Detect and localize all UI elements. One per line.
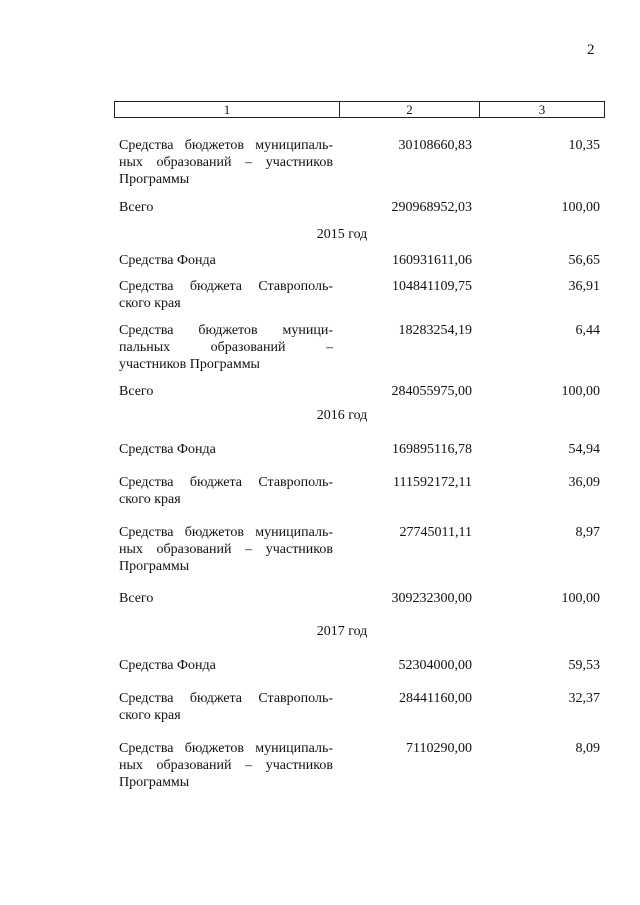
row-label	[119, 199, 333, 216]
row-amount: 28441160,00	[399, 691, 472, 706]
row-percent: 56,65	[568, 253, 600, 268]
row-percent: 100,00	[561, 200, 600, 215]
row-amount: 7110290,00	[406, 741, 472, 756]
row-amount: 18283254,19	[398, 323, 472, 338]
row-percent: 36,09	[568, 475, 600, 490]
row-label-line: Средства бюджета Ставрополь-	[119, 691, 333, 706]
row-label	[119, 690, 333, 724]
row-percent: 6,44	[575, 323, 600, 338]
row-label-line: Программы	[119, 775, 190, 790]
row-label-line: Средства бюджетов муници-	[119, 323, 333, 338]
year-heading: 2017 год	[316, 624, 368, 639]
row-amount: 30108660,83	[398, 138, 472, 153]
row-amount: 52304000,00	[398, 658, 472, 673]
row-label	[119, 524, 333, 575]
row-label-line: Средства Фонда	[119, 442, 216, 457]
row-percent: 54,94	[568, 442, 600, 457]
row-label	[119, 590, 333, 607]
row-label-line: Средства бюджета Ставрополь-	[119, 279, 333, 294]
row-label	[119, 137, 333, 188]
row-label	[119, 441, 333, 458]
row-label-line: Средства бюджетов муниципаль-	[119, 525, 333, 540]
row-label-line: Средства Фонда	[119, 253, 216, 268]
row-label-line: пальных образований –	[119, 340, 333, 355]
year-heading: 2016 год	[316, 408, 368, 423]
row-label-line: Средства бюджетов муниципаль-	[119, 138, 333, 153]
row-label-line: Средства бюджетов муниципаль-	[119, 741, 333, 756]
header-col-2: 2	[340, 102, 480, 117]
row-label	[119, 252, 333, 269]
row-percent: 32,37	[568, 691, 600, 706]
row-label-line: участников Программы	[119, 357, 260, 372]
row-amount: 284055975,00	[391, 384, 472, 399]
row-amount: 309232300,00	[391, 591, 472, 606]
row-amount: 104841109,75	[392, 279, 472, 294]
row-amount: 111592172,11	[393, 475, 472, 490]
row-percent: 59,53	[568, 658, 600, 673]
row-label	[119, 278, 333, 312]
row-label-line: Средства Фонда	[119, 658, 216, 673]
row-amount: 27745011,11	[399, 525, 472, 540]
row-amount: 160931611,06	[392, 253, 472, 268]
row-label	[119, 740, 333, 791]
row-percent: 8,97	[575, 525, 600, 540]
row-label-line: ского края	[119, 296, 181, 311]
row-label-line: ского края	[119, 492, 181, 507]
row-percent: 100,00	[561, 591, 600, 606]
year-heading: 2015 год	[316, 227, 368, 242]
row-label-line: ных образований – участников	[119, 155, 333, 170]
row-label	[119, 474, 333, 508]
row-label-line: Всего	[119, 200, 154, 215]
row-label-line: ных образований – участников	[119, 542, 333, 557]
row-percent: 8,09	[575, 741, 600, 756]
row-label-line: Программы	[119, 559, 190, 574]
row-label-line: Средства бюджета Ставрополь-	[119, 475, 333, 490]
row-label-line: Всего	[119, 384, 154, 399]
row-label-line: Программы	[119, 172, 190, 187]
row-percent: 36,91	[568, 279, 600, 294]
row-label-line: ского края	[119, 708, 181, 723]
row-label	[119, 322, 333, 373]
row-label-line: Всего	[119, 591, 154, 606]
row-label	[119, 657, 333, 674]
page-number: 2	[587, 42, 595, 58]
row-label	[119, 383, 333, 400]
header-col-3: 3	[538, 102, 546, 117]
header-col-1: 1	[115, 102, 340, 117]
row-amount: 290968952,03	[391, 200, 472, 215]
row-percent: 10,35	[568, 138, 600, 153]
row-label-line: ных образований – участников	[119, 758, 333, 773]
row-percent: 100,00	[561, 384, 600, 399]
row-amount: 169895116,78	[392, 442, 472, 457]
